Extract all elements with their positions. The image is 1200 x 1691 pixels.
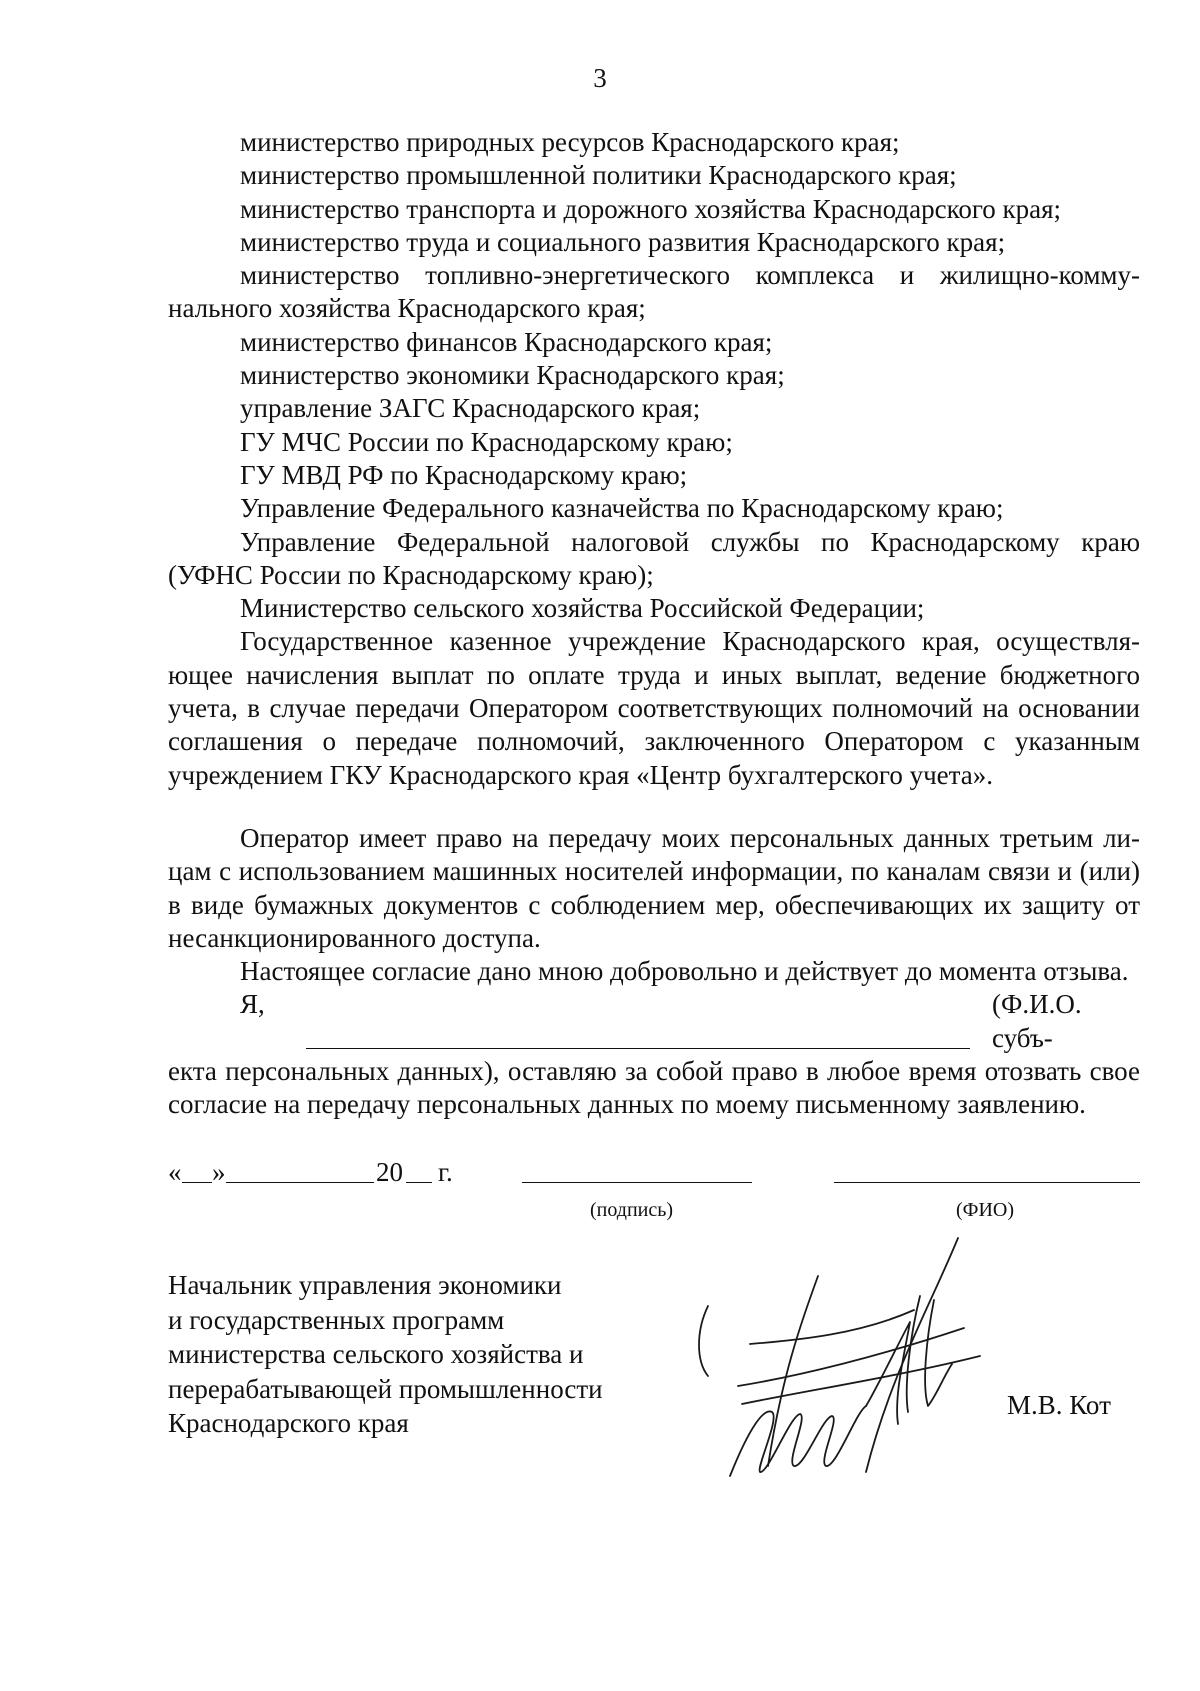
paragraph-accounting-center: Государственное казенное учреждение Краснодарского края, осуществляющее начисления выплат по оплате труда и иных выплат, ведение бюджетного учета, в случае передачи Оператором соответствующих полномочий на основании соглашения о передаче полномочий, заключенного Оператором с указанным учреждением ГКУ Краснодарского края «Центр бухгалтерского учета». [168,626,1140,790]
date-quote-close: » [212,1157,226,1187]
paragraph-finance: министерство финансов Краснодарского края; [240,326,773,357]
consent-fio-note: (Ф.И.О. субъ- [992,989,1082,1053]
signer-title-line: Начальник управления экономики [168,1270,562,1300]
consent-ya: Я, [240,989,265,1020]
page-number: 3 [593,63,607,93]
consent-fio-line [168,988,1140,1055]
paragraph-labour: министерство труда и социального развития Краснодарского края; [240,226,1006,257]
date-year-prefix: 20 [376,1157,403,1187]
fio-name-blank [834,1182,1140,1183]
signer-title-line: Краснодарского края [168,1408,409,1438]
signer-name: М.В. Кот [1007,1390,1111,1420]
signer-title-line: министерства сельского хозяйства и [168,1339,584,1369]
paragraph-voluntary-consent: Настоящее согласие дано мною добровольно и действует до момента отзыва. [240,956,1129,987]
signer-title [168,1268,603,1441]
paragraph-industrial-policy: министерство промышленной политики Краснодарского края; [240,160,957,191]
signer-title-line: и государственных программ [168,1304,505,1335]
date-year-blank [406,1182,432,1183]
date-day-blank [182,1182,212,1183]
paragraph-economy: министерство экономики Краснодарского края; [240,360,785,391]
date-signature-row [168,1156,1140,1196]
paragraph-mvd: ГУ МВД РФ по Краснодарскому краю; [240,459,688,490]
paragraph-mchs: ГУ МЧС России по Краснодарскому краю; [240,426,733,457]
signer-title-line: перерабатывающей промышленности [168,1373,603,1404]
date-month-blank [226,1182,374,1183]
date-quote-open: « [168,1157,182,1187]
handwritten-signature [690,1236,1010,1486]
paragraph-data-transfer: Оператор имеет право на передачу моих персональных данных третьим лицам с использованием машинных носителей информации, по каналам связи и (или) в виде бумажных документов с соблюдением мер, обеспечивающих их защиту от несанкционированного доступа. [168,822,1140,953]
paragraph-natural-resources: министерство природных ресурсов Краснодарского края; [240,127,900,157]
signature-blank [522,1182,752,1183]
date-year-suffix: г. [438,1157,453,1187]
paragraph-agriculture-ministry: Министерство сельского хозяйства Российской Федерации; [240,593,925,624]
paragraph-tax-service: Управление Федеральной налоговой службы по Краснодарскому краю (УФНС России по Краснодарскому краю); [168,526,1140,590]
caption-fio: (ФИО) [956,1199,1015,1221]
document-body [168,126,1140,1122]
paragraph-transport: министерство транспорта и дорожного хозяйства Краснодарского края; [240,193,1062,224]
fio-blank-line [306,1024,970,1049]
paragraph-treasury: Управление Федерального казначейства по Краснодарскому краю; [240,493,1004,524]
paragraph-consent-revocation: екта персональных данных), оставляю за собой право в любое время отозвать свое согласие на передачу персональных данных по моему письменному заявлению. [168,1056,1140,1120]
caption-signature: (подпись) [590,1199,674,1221]
paragraph-zags: управление ЗАГС Краснодарского края; [240,393,701,424]
paragraph-energy-housing: министерство топливно-энергетического комплекса и жилищно-коммунального хозяйства Краснодарского края; [168,260,1140,324]
